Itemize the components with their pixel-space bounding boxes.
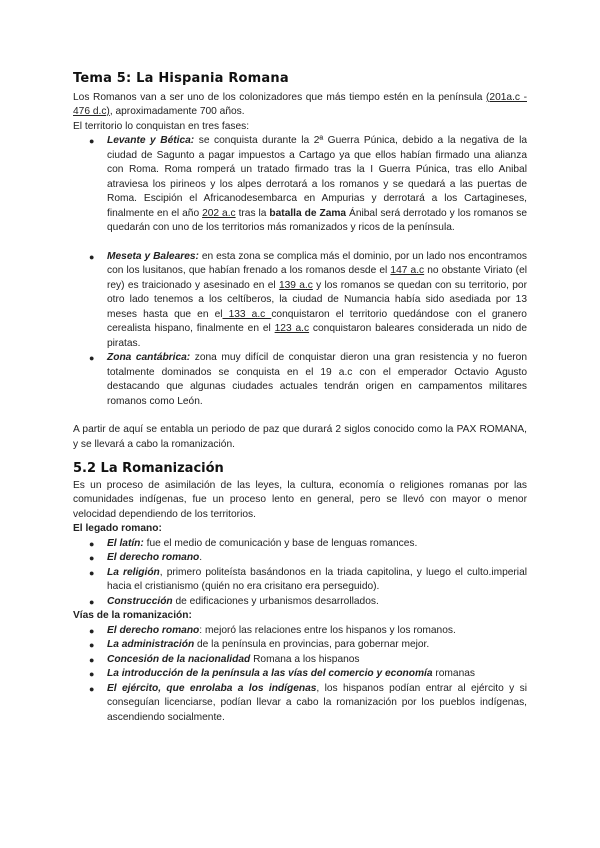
vias-heading: Vías de la romanización:: [73, 610, 192, 621]
levante-text: se conquista durante la 2ª Guerra Púnica, debido a la negativa de la ciudad de Sagunto a pagar impuestos a Cartago ya que ellos habían firmado una alianza con Roma. Roma romperá un tratado firmado tras la I Guerra Púnica, tras ello Anibal atraviesa los pirineos y los alpes derrotará a los romanos y se quedará a las puertas de Roma. Escipión el Africanodesembarca en Ampurias y derrotará a los Cartagineses, finalmente en el año: [107, 135, 527, 219]
spacer: [107, 236, 527, 250]
item-text: Romana a los hispanos: [250, 653, 360, 665]
item-text: de la península en provincias, para gobernar mejor.: [194, 639, 430, 650]
document-content: [73, 72, 527, 725]
list-item: [89, 682, 527, 726]
item-label: La administración: [107, 639, 195, 650]
list-item: [89, 595, 527, 610]
spacer: [73, 409, 527, 423]
item-text: romanas: [432, 668, 476, 679]
meseta-label: Meseta y Baleares:: [107, 250, 199, 262]
meseta-text: en esta zona se complica más el dominio, por un lado nos encontramos con los lusitanos, que habían frenado a los romanos desde el: [107, 250, 527, 276]
bullet-icon: ●: [89, 654, 95, 665]
meseta-text2: no obstante Viriato (el rey) es traicionado y asesinado en el: [107, 265, 527, 291]
bullet-icon: ●: [89, 251, 95, 262]
item-label: El derecho romano: [107, 552, 200, 563]
intro-text: Los Romanos van a ser uno de los colonizadores que más tiempo estén en la península: [73, 91, 487, 103]
list-item-cantabrica: [89, 351, 527, 409]
item-label: El ejército, que enrolaba a los indígenas: [107, 682, 317, 694]
bullet-icon: ●: [89, 538, 95, 549]
meseta-year-1: 147 a.c: [390, 265, 425, 276]
bullet-icon: ●: [89, 353, 95, 363]
meseta-text3: y los romanos se quedan con su territorio, por otro lado tenemos a los celtíberos, la ciudad de Numancia había sido asediada por 13 meses hasta que en el: [107, 279, 527, 320]
list-item-levante: [89, 134, 528, 236]
page-title: Tema 5: La Hispania Romana: [73, 71, 289, 86]
meseta-year-3: 133 a.c: [222, 308, 272, 320]
vias-list: [73, 624, 527, 726]
meseta-text4: conquistaron el territorio quedándose con el granero cerealista hispano, finalmente en el: [107, 308, 527, 334]
bullet-icon: ●: [89, 625, 95, 636]
intro-paragraph: [73, 91, 527, 120]
item-label: Concesión de la nacionalidad: [107, 653, 251, 665]
intro-dates: (201a.c - 476 d.c): [73, 91, 527, 117]
section-intro: Es un proceso de asimilación de las leyes, la cultura, economía o religiones romanas por las comunidades indígenas, fue un proceso lento en general, pero se llevó con mayor o menor velocidad dependiendo de los territorios.: [73, 479, 527, 520]
list-item: [89, 566, 528, 595]
bullet-icon: ●: [89, 640, 95, 650]
levante-text2: tras la: [235, 207, 270, 219]
list-item: [89, 551, 527, 566]
list-item: [89, 638, 527, 653]
bullet-icon: ●: [89, 683, 95, 694]
item-label: El derecho romano: [107, 624, 200, 636]
meseta-year-2: 139 a.c: [278, 279, 313, 291]
levante-label: Levante y Bética:: [107, 135, 195, 146]
pax-paragraph: A partir de aquí se entabla un periodo de paz que durará 2 siglos conocido como la PAX ROMANA, y se llevará a cabo la romanización.: [73, 424, 527, 450]
legado-heading: El legado romano:: [73, 523, 162, 534]
legado-list: [73, 537, 527, 610]
item-label: La introducción de la península a las vías del comercio y economía: [107, 668, 433, 679]
item-text: , los hispanos podían entrar al ejército y si conseguían licenciarse, podían llevar a cabo la romanización por los pueblos indígenas, ascendiendo socialmente.: [107, 682, 527, 723]
list-item: [89, 653, 527, 668]
meseta-text5: conquistaron baleares considerada un nido de piratas.: [107, 323, 527, 349]
intro-line2: El territorio lo conquistan en tres fases:: [73, 120, 250, 132]
item-label: Construcción: [107, 595, 173, 607]
bullet-icon: ●: [89, 669, 95, 679]
list-item-meseta: [89, 250, 527, 352]
list-item: [89, 667, 527, 682]
bullet-icon: ●: [89, 136, 95, 146]
section-title: 5.2 La Romanización: [73, 461, 224, 476]
item-label: La religión: [107, 566, 160, 578]
levante-year: 202 a.c: [202, 207, 236, 219]
list-item: [89, 624, 527, 639]
bullet-icon: ●: [89, 553, 95, 563]
phases-list: [73, 134, 527, 409]
item-text: : mejoró las relaciones entre los hispanos y los romanos.: [199, 624, 456, 636]
cantabrica-text: zona muy difícil de conquistar dieron una gran resistencia y no fueron totalmente dominados se conquista en el 19 a.c con el emperador Octavio Agusto destacando que algunas ciudades actuales tendrán origen en campamentos militares romanos como León.: [107, 352, 527, 407]
list-item: [89, 537, 527, 552]
bullet-icon: ●: [89, 596, 95, 607]
levante-text3: Ánibal será derrotado y los romanos se quedarán con uno de los territorios más romanizados y ricos de la península.: [107, 207, 528, 233]
bullet-icon: ●: [89, 567, 95, 578]
item-text: .: [199, 552, 203, 563]
battle-zama: batalla de Zama: [269, 207, 347, 219]
item-text: de edificaciones y urbanismos desarrollados.: [172, 595, 379, 607]
intro-text-end: , aproximadamente 700 años.: [109, 106, 245, 117]
meseta-year-4: 123 a.c: [274, 323, 310, 334]
item-text: , primero politeísta basándonos en la triada capitolina, y luego el culto.imperial hacia el cristianismo (quién no era crisitano era perseguido).: [107, 566, 528, 592]
cantabrica-label: Zona cantábrica:: [107, 352, 191, 363]
item-text: fue el medio de comunicación y base de lenguas romances.: [143, 537, 418, 549]
item-label: El latín:: [107, 537, 144, 549]
